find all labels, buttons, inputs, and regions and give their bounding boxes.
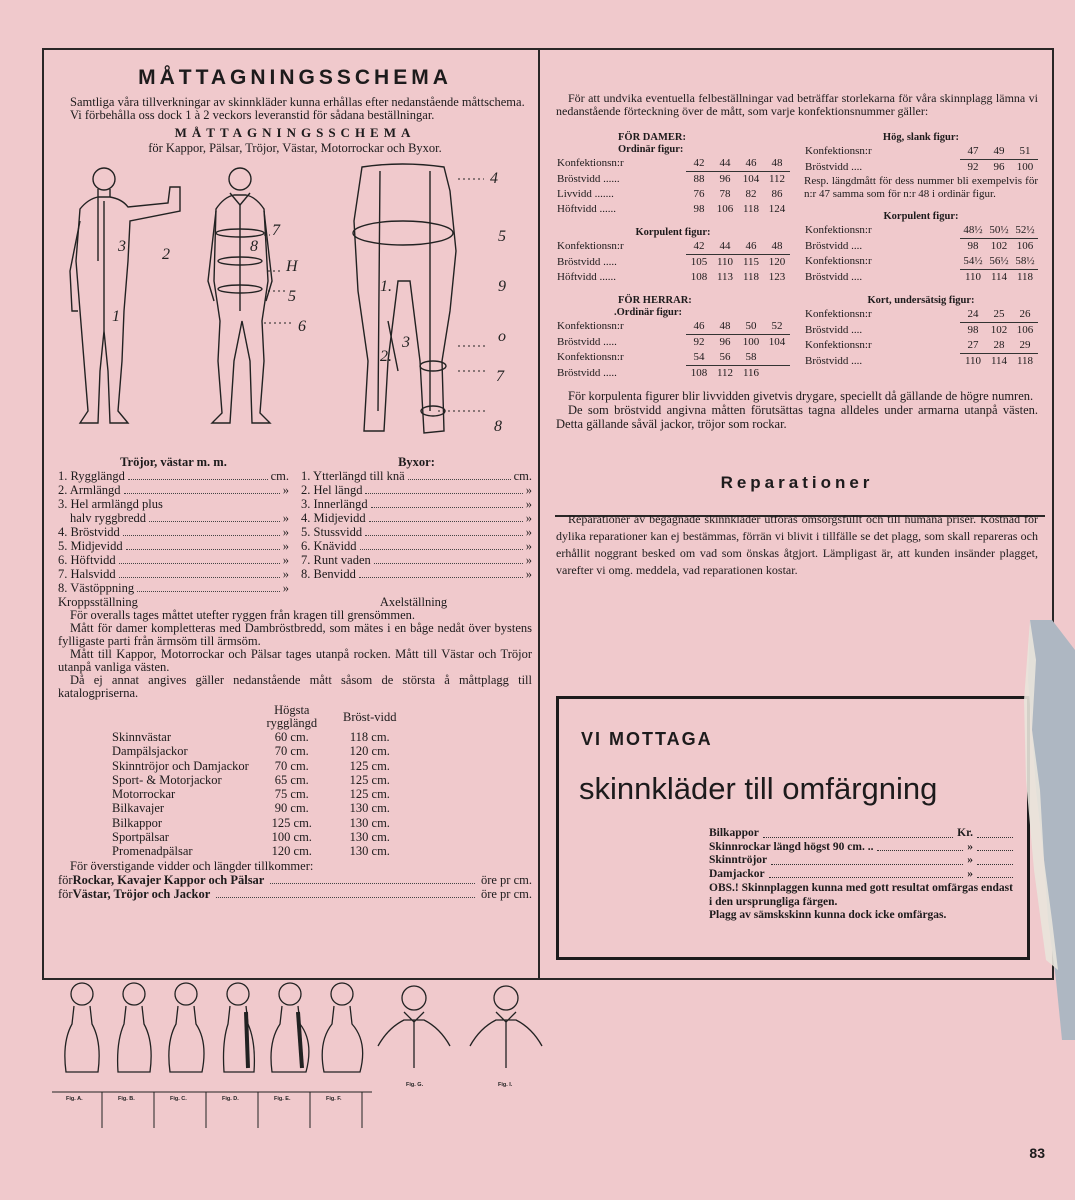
herrar-head: FÖR HERRAR: [618,295,692,306]
max-sizes-note: Då ej annat angives gäller nedanstående mått såsom de största å måttplagg till katalogpriserna. [58,673,532,700]
korp2-head: Korpulent figur: [883,211,959,222]
table-row: Bröstvidd .... 92 96 100 [805,160,1034,173]
fig-label-h: H [286,258,298,275]
damer-ordinary-table [556,156,790,217]
posture-illustration [52,972,552,1132]
table-row: Skinntröjor och Damjackor 70 cm. 125 cm. [112,758,390,773]
size-col-right [804,126,1038,381]
table-row: Konfektionsn:r 48½ 50½ 52½ [804,223,1038,239]
damer-head: FÖR DAMER: [618,132,686,143]
table-row: Bröstvidd .... 110 114 118 [805,354,1034,367]
table-row: Motorrockar 75 cm. 125 cm. [112,787,390,802]
hog-table [804,144,1038,175]
fig-label-6: 6 [298,318,306,335]
extra-charges [58,859,532,901]
fig-label-t3: 3 [402,334,410,351]
list-item: 6. Knävidd » [301,539,532,553]
fig-label-t7: 7 [496,368,504,385]
list-item: 8. Benvidd » [301,567,532,581]
table-row: Bröstvidd ...... 88 96 104 112 [557,172,786,185]
korpulent-note: För korpulenta figurer blir livvidden givetvis drygare, speciellt då gällande de högre numren. [568,389,1034,403]
korp-head: Korpulent figur: [635,227,711,238]
repairs-text: Reparationer av begagnade skinnkläder utföras omsorgsfullt och till humana priser. Kostnad för dylika reparationer kan ej bestämmas, förrän vi blivit i tillfälle se det plagg, som skall repareras och erhållit noggrant besked om vad som önskas åtgjort. Lämpligast är, att kunden insänder plagget, varefter vi omg. meddela, vad reparationen kostar. [556,512,1038,577]
torn-paper-edge [1022,620,1075,1040]
damer-sub: Ordinär figur: [618,144,684,155]
back-view-figure [70,168,180,423]
herrar-sub: .Ordinär figur: [614,307,683,318]
hog-note: Resp. längdmått för dess nummer bli exempelvis för n:r 47 samma som för n:r 48 i ordinär figur. [804,175,1038,200]
list-trousers-head: Byxor: [398,455,435,469]
damer-korpulent-table [556,239,790,285]
list-item: 1. Ytterlängd till knä cm. [301,469,532,483]
list-item: 3. Innerlängd » [301,497,532,511]
list-trousers [301,455,532,595]
list-item: Damjackor » [709,868,1017,882]
extra-row: för Rockar, Kavajer Kappor och Pälsar öre pr cm. [58,872,532,887]
fig-caption-e: Fig. E. [274,1096,291,1102]
table-row: Konfektionsn:r 27 28 29 [804,338,1038,354]
fig-label-t0: o [498,328,506,345]
table-row: Bilkappor 125 cm. 130 cm. [112,815,390,830]
table-row: Konfektionsn:r 54½ 56½ 58½ [804,254,1038,270]
kort-table [804,307,1038,369]
coats-note: Mått till Kappor, Motorrockar och Pälsar tages utanpå rocken. Mått till Västar och Tröjor utanpå vanliga västen. [58,647,532,674]
fig-caption-i: Fig. I. [498,1082,513,1088]
table-row: Bröstvidd .... 98 102 106 [805,323,1034,336]
ladies-note: Mått för damer kompletteras med Dambröstbredd, som mätes i en båge nedåt över bystens fylligaste parti från ärmsöm till ärmsöm. [58,621,532,648]
table-row: Konfektionsn:r 42 44 46 48 [556,239,790,255]
dyeing-list [709,827,1017,923]
col-head-brost: Bröst-vidd [343,709,397,724]
page-title: MÅTTAGNINGSSCHEMA [138,66,452,89]
list-item: Bilkappor Kr. [709,827,1017,841]
left-column [58,66,532,901]
dyeing-subheading: skinnkläder till omfärgning [579,771,938,806]
table-row: Konfektionsn:r 42 44 46 48 [556,156,790,172]
list-jackets [58,455,289,595]
table-row: Konfektionsn:r 47 49 51 [804,144,1038,160]
table-row: Dampälsjackor 70 cm. 120 cm. [112,744,390,759]
intro-paragraph-1: Samtliga våra tillverkningar av skinnkläder kunna erhållas efter nedanstående måttschema. [70,95,525,109]
table-row: Bröstvidd .... 98 102 106 [805,239,1034,252]
obs-note-2: Plagg av sämskskinn kunna dock icke omfärgas. [709,909,947,921]
table-row: Bröstvidd .... 110 114 118 [805,270,1034,283]
table-row: Bröstvidd ..... 105 110 115 120 [557,255,786,268]
list-item: 6. Höftvidd » [58,553,289,567]
list-item: Skinntröjor » [709,854,1017,868]
page-number: 83 [1029,1145,1045,1161]
fig-label-7: 7 [272,222,280,239]
shoulder-posture-label: Axelställning [379,595,448,609]
korp2-table [804,223,1038,285]
intro-paragraph-2: Vi förbehålla oss dock 1 à 2 veckors leveranstid för sådana beställningar. [70,108,435,122]
table-row: Höftvidd ...... 98 106 118 124 [557,203,786,215]
list-item: 8. Västöppning » [58,581,289,595]
table-row: Konfektionsn:r 46 48 50 52 [556,319,790,335]
list-item: 3. Hel armlängd plus [58,497,163,511]
posture-figures [52,972,552,1132]
fig-label-8: 8 [250,238,258,255]
size-col-left [556,126,790,381]
obs-note-1: OBS.! Skinnplaggen kunna med gott resultat omfärgas endast i den ursprungliga färgen. [709,882,1013,908]
fig-label-2: 2 [162,246,170,263]
fig-label-5: 5 [288,288,296,305]
size-tables [556,126,1038,381]
table-row: Bröstvidd ..... 92 96 100 104 [557,335,786,348]
fig-label-t5: 5 [498,228,506,245]
fig-label-1: 1 [112,308,120,325]
table-row: Konfektionsn:r 24 25 26 [804,307,1038,323]
list-item: Skinnrockar längd högst 90 cm. .. » [709,841,1017,855]
dyeing-box [556,696,1030,960]
right-column [556,92,1038,579]
table-row: Skinnvästar 60 cm. 118 cm. [112,730,390,744]
fig-caption-c: Fig. C. [170,1096,187,1102]
measurement-figures [58,161,532,453]
fig-label-3: 3 [118,238,126,255]
table-row: Sport- & Motorjackor 65 cm. 125 cm. [112,772,390,787]
fig-label-t4: 4 [490,170,498,187]
list-item: 2. Hel längd » [301,483,532,497]
fig-caption-d: Fig. D. [222,1096,239,1102]
herrar-table [556,319,790,381]
kort-head: Kort, undersätsig figur: [867,295,975,306]
dyeing-heading: VI MOTTAGA [581,729,713,749]
front-view-figure [208,168,272,423]
fig-label-t2: 2. [380,348,392,365]
size-intro: För att undvika eventuella felbeställningar vad beträffar storlekarna för våra skinnplagg lämna vi nedanstående förteckning över de mått, som varje konfektionsnummer gäller: [556,91,1038,118]
fig-caption-a: Fig. A. [66,1096,83,1102]
list-item: 4. Midjevidd » [301,511,532,525]
max-sizes-table [108,704,409,859]
table-row: Bröstvidd ..... 108 112 116 [557,366,760,379]
table-row: Konfektionsn:r 54 56 58 [556,350,790,366]
schema-subtitle: MÅTTAGNINGSSCHEMA [174,125,416,140]
fig-caption-g: Fig. G. [406,1082,424,1088]
list-item: 5. Stussvidd » [301,525,532,539]
table-row: Sportpälsar 100 cm. 130 cm. [112,830,390,845]
fig-caption-f: Fig. F. [326,1096,342,1102]
fig-label-t9: 9 [498,278,506,295]
body-posture-label: Kroppsställning [58,595,138,609]
column-divider [538,50,540,978]
brostvidd-note: De som bröstvidd angivna måtten förutsättas tagna alldeles under armarna utanpå västen. Detta gällande såväl jackor, tröjor som rockar. [556,403,1038,431]
trousers-figure [353,164,456,433]
fig-label-t1: 1. [380,278,392,295]
overalls-note: För overalls tages måttet utefter ryggen från kragen till grensömmen. [70,608,416,622]
fig-label-t8: 8 [494,418,502,435]
extra-row: för Västar, Tröjor och Jackor öre pr cm. [58,886,532,901]
table-row: Promenadpälsar 120 cm. 130 cm. [112,844,390,859]
list-item: 7. Halsvidd » [58,567,289,581]
col-head-rygg: Högsta rygglängd [266,703,318,730]
list-item: 5. Midjevidd » [58,539,289,553]
table-row: Bilkavajer 90 cm. 130 cm. [112,801,390,816]
list-jackets-head: Tröjor, västar m. m. [120,455,227,469]
extra-intro: För överstigande vidder och längder tillkommer: [70,858,314,873]
table-row: Livvidd ....... 76 78 82 86 [557,188,783,200]
schema-subtitle-desc: för Kappor, Pälsar, Tröjor, Västar, Motorrockar och Byxor. [148,141,442,155]
list-item: 1. Rygglängd cm. [58,469,289,483]
table-row: Höftvidd ...... 108 113 118 123 [557,271,786,283]
posture-row [58,595,532,609]
repairs-title: Reparationer [720,473,874,492]
measure-lists [58,455,532,595]
fig-caption-b: Fig. B. [118,1096,135,1102]
hog-head: Hög, slank figur: [882,132,960,143]
list-item: halv ryggbredd » [70,511,289,525]
list-item: 4. Bröstvidd » [58,525,289,539]
list-item: 2. Armlängd » [58,483,289,497]
measurement-illustration [58,161,532,453]
list-item: 7. Runt vaden » [301,553,532,567]
